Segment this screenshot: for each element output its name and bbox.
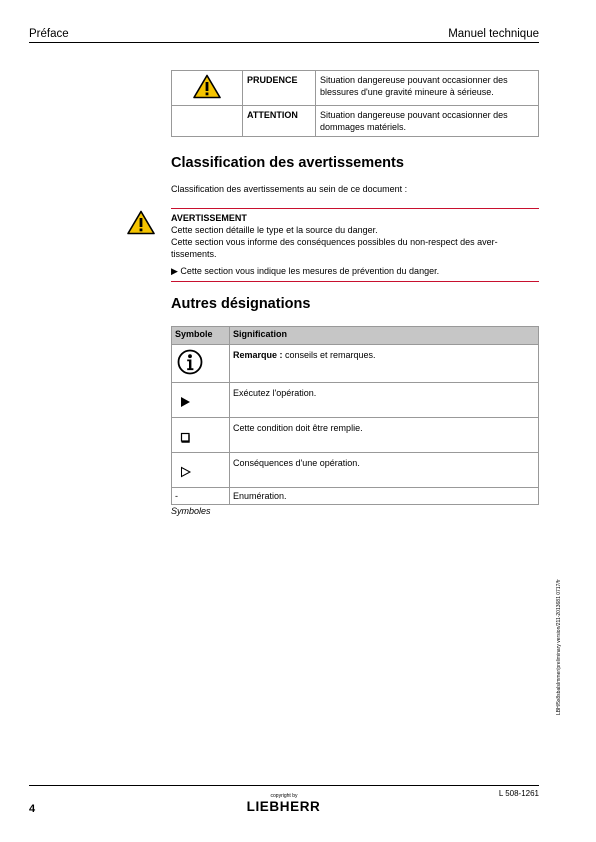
- symbol-cell: [172, 383, 230, 418]
- checkbox-condition-icon: [180, 431, 192, 443]
- col-header-meaning: Signification: [230, 327, 539, 345]
- table-row: [172, 383, 539, 418]
- footer-rule: [29, 785, 539, 786]
- symbols-table: [171, 326, 539, 505]
- meaning-cell: Enumération.: [230, 488, 539, 505]
- meaning-cell: Exécutez l'opération.: [230, 383, 539, 418]
- meaning-cell: [230, 345, 539, 383]
- table-row: [172, 453, 539, 488]
- warning-bottom-rule: [171, 281, 539, 282]
- table-caption: Symboles: [171, 506, 211, 516]
- symbol-cell: [172, 345, 230, 383]
- classification-title: Classification des avertissements: [171, 155, 404, 171]
- header-doc-title: Manuel technique: [448, 28, 539, 40]
- meaning-cell: Conséquences d'une opération.: [230, 453, 539, 488]
- signal-word: PRUDENCE: [243, 71, 316, 106]
- table-row: [172, 488, 539, 505]
- copyright-text: copyright by: [270, 793, 298, 799]
- table-row: [172, 345, 539, 383]
- side-reference-text: LBH/5x8sbalsImmer/preliminary version/211-2013681 0717/fr: [556, 579, 562, 715]
- meaning-text: conseils et remarques.: [282, 350, 376, 360]
- signal-description: Situation dangereuse pouvant occasionner des dommages matériels.: [316, 106, 539, 137]
- logo-text: LIEBHERR: [246, 799, 321, 813]
- warning-line: tissements.: [171, 249, 217, 259]
- table-header-row: [172, 327, 539, 345]
- page-number: 4: [29, 803, 36, 815]
- warning-measure: [171, 265, 539, 277]
- classification-intro: Classification des avertissements au sein de ce document :: [171, 184, 408, 194]
- header-section: Préface: [29, 28, 69, 40]
- table-row: [172, 106, 539, 137]
- warning-top-rule: [171, 208, 539, 209]
- action-arrow-icon: [180, 396, 192, 408]
- warning-line: Cette section détaille le type et la source du danger.: [171, 225, 378, 235]
- warning-block: [171, 212, 539, 277]
- warning-label: AVERTISSEMENT: [171, 213, 247, 223]
- signal-word-table: [171, 70, 539, 137]
- symbol-cell: [172, 418, 230, 453]
- symbol-cell: [172, 453, 230, 488]
- side-reference: [556, 540, 566, 715]
- arrow-right-icon: ▶: [171, 266, 181, 276]
- warning-triangle-icon: [193, 74, 221, 99]
- signal-word: ATTENTION: [243, 106, 316, 137]
- meaning-bold: Remarque :: [233, 350, 283, 360]
- icon-cell: [172, 106, 243, 137]
- info-icon: [177, 349, 203, 375]
- footer-doc-number: L 508-1261: [498, 789, 539, 798]
- designations-title: Autres désignations: [171, 296, 311, 312]
- liebherr-logo: [240, 799, 327, 813]
- table-row: [172, 418, 539, 453]
- symbol-cell: -: [172, 488, 230, 505]
- warning-measure-text: Cette section vous indique les mesures de prévention du danger.: [180, 266, 440, 276]
- signal-description: Situation dangereuse pouvant occasionner des blessures d'une gravité mineure à sérieuse.: [316, 71, 539, 106]
- warning-triangle-icon: [127, 210, 155, 235]
- result-outline-arrow-icon: [180, 466, 192, 478]
- col-header-symbol: Symbole: [172, 327, 230, 345]
- header-rule: [29, 42, 539, 43]
- icon-cell: [172, 71, 243, 106]
- meaning-cell: Cette condition doit être remplie.: [230, 418, 539, 453]
- warning-line: Cette section vous informe des conséquences possibles du non-respect des aver-: [171, 237, 498, 247]
- table-row: [172, 71, 539, 106]
